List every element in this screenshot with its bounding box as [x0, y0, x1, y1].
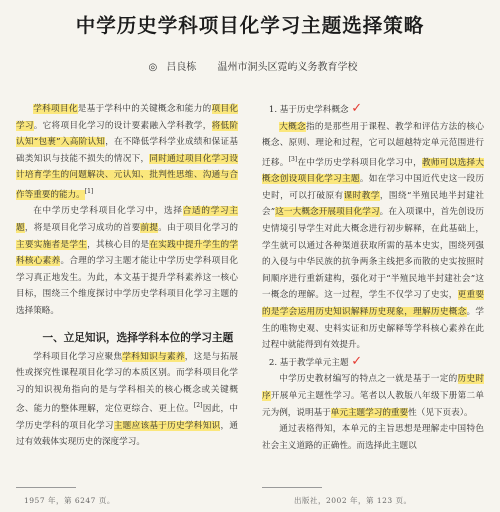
text-run: 。学生的唯物史观、史料实证和历史解释等学科核心素养在此过程中就能得到有效提升。: [262, 306, 484, 351]
subsection-label: 1. 基于历史学科概念: [268, 105, 349, 115]
text-run: 在中学历史学科项目化学习中，: [297, 157, 423, 168]
check-mark-icon: ✓: [351, 353, 363, 369]
right-column: [262, 101, 484, 454]
text-run: 中学历史教材编写的特点之一就是基于一定的: [279, 374, 458, 385]
text-run: 。它将项目化学习的设计要素融入学科教学，: [33, 120, 212, 131]
highlighted-text: 同时通过项目化学习设计培育学生的问题解决、元认知、批判性思维、沟通与合作等重要的能力。: [16, 153, 238, 200]
subsection-label: 2. 基于教学单元主题: [268, 357, 349, 368]
text-run: 开展单元主题性学习。笔者以人教版八年级下册第二单元为例，说明基于: [262, 390, 484, 418]
text-run: ，围绕“半殖民地半封建社会”: [262, 190, 484, 218]
article-title: 中学历史学科项目化学习主题选择策略: [75, 14, 425, 37]
paragraph: [16, 101, 238, 203]
text-run: 。合理的学习主题才能让中学历史学科项目化学习真正地发生。为此，本文基于提升学科素养这一核心目标，围绕三个维度探讨中学历史学科项目化学习主题的选择策略。: [16, 256, 238, 316]
text-run: 性（见下页表）。: [408, 407, 473, 418]
paragraph: [262, 371, 484, 421]
text-run: 通过表格得知，本单元的主旨思想是理解走中国特色社会主义道路的正确性。而选择此主题以: [262, 424, 484, 451]
highlighted-text: 学科知识与素养: [122, 351, 185, 362]
text-run: 。由于项目化学习的: [158, 223, 238, 234]
highlighted-text: 学科项目化: [33, 104, 78, 114]
footnote-left: 1957 年，第 6247 页。: [24, 496, 115, 505]
check-mark-icon: ✓: [351, 101, 363, 116]
paragraph: [16, 203, 238, 319]
paragraph: [16, 349, 238, 451]
highlighted-text: 大概念: [279, 121, 306, 132]
highlighted-text: 主题应该基于历史学科知识: [113, 420, 221, 431]
highlighted-text: 将低阶认知“包裹”入高阶认知: [16, 120, 238, 148]
author-name: 吕良栋: [166, 62, 197, 73]
text-run: 因此，中学历史学科的项目化学习: [16, 404, 238, 431]
highlighted-text: 前提: [140, 223, 159, 234]
footnote-right: 出版社，2002 年，第 123 页。: [294, 496, 412, 505]
footnote-rule: [262, 487, 322, 488]
text-run: 是基于学科中的关键概念和能力的: [77, 104, 212, 114]
subsection-heading: [262, 101, 484, 119]
paragraph: [262, 119, 484, 354]
paragraph: [262, 421, 484, 454]
highlighted-text: 更重要的是学会运用历史知识解释历史现象，理解历史概念: [262, 290, 484, 317]
highlighted-text: 这一大概念开展项目化学习: [275, 207, 380, 218]
author-affiliation: 温州市洞头区霓屿义务教育学校: [217, 62, 358, 73]
subsection-heading: [262, 354, 484, 372]
highlighted-text: 主要实施者是学生: [16, 239, 88, 250]
highlighted-text: 在实践中提升学生的学科核心素养: [16, 239, 238, 267]
author-line: [0, 58, 500, 73]
text-run: 指的是那些用于课程、教学和评估方法的核心概念、原则、理论和过程，它可以超越特定单元范围进行迁移。: [262, 121, 484, 168]
text-run: ，在不降低学科学业成绩和保证基础类知识与技能不损失的情况下，: [16, 137, 238, 164]
highlighted-text: 课时教学: [343, 190, 380, 201]
highlighted-text: 项目化学习: [16, 104, 238, 131]
author-symbol: ◎: [148, 62, 158, 73]
footnote-rule: [16, 487, 76, 488]
text-run: 。在入项课中，首先创设历史情境引导学生对此大概念进行初步解释，在此基础上，学生就可以通过各种渠道获取所需的基本史实，围绕列强的入侵与中华民族的抗争两条主线把多而散的史实按照时间顺序进行重新建构，强化对于“半殖民地半封建社会”这一概念的理解。这一过程，学生不仅学习了史实，: [262, 207, 484, 301]
text-run: 学科项目化学习应聚焦: [33, 351, 123, 362]
highlighted-text: 教师可以选择大概念创设项目化学习主题: [262, 157, 484, 185]
text-run: 。如在学习中国近代史这一段历史时，可以打破原有: [262, 174, 484, 201]
text-run: ，其核心目的是: [87, 239, 150, 250]
highlighted-text: 合适的学习主题: [16, 206, 238, 234]
footnote-ref: [3]: [288, 155, 298, 163]
highlighted-text: 历史时序: [262, 374, 484, 401]
left-column: [16, 101, 238, 451]
text-run: ，将是项目化学习成功的首要: [24, 223, 141, 234]
text-run: ，这是与拓展性或探究性课程项目化学习的本质区别。而学科项目化学习的知识视角指向的是与学科相关的核心概念或关键概念、能力的整体理解，定位更综合、更上位。: [16, 351, 238, 415]
text-run: ，通过有效载体实现历史的深度学习。: [16, 420, 238, 448]
footnote-ref: [1]: [84, 187, 94, 195]
section-heading: 一、立足知识，选择学科本位的学习主题: [42, 331, 234, 344]
footnote-ref: [2]: [193, 402, 203, 410]
text-run: 在中学历史学科项目化学习中，选择: [33, 206, 183, 217]
highlighted-text: 单元主题学习的重要: [330, 407, 409, 418]
